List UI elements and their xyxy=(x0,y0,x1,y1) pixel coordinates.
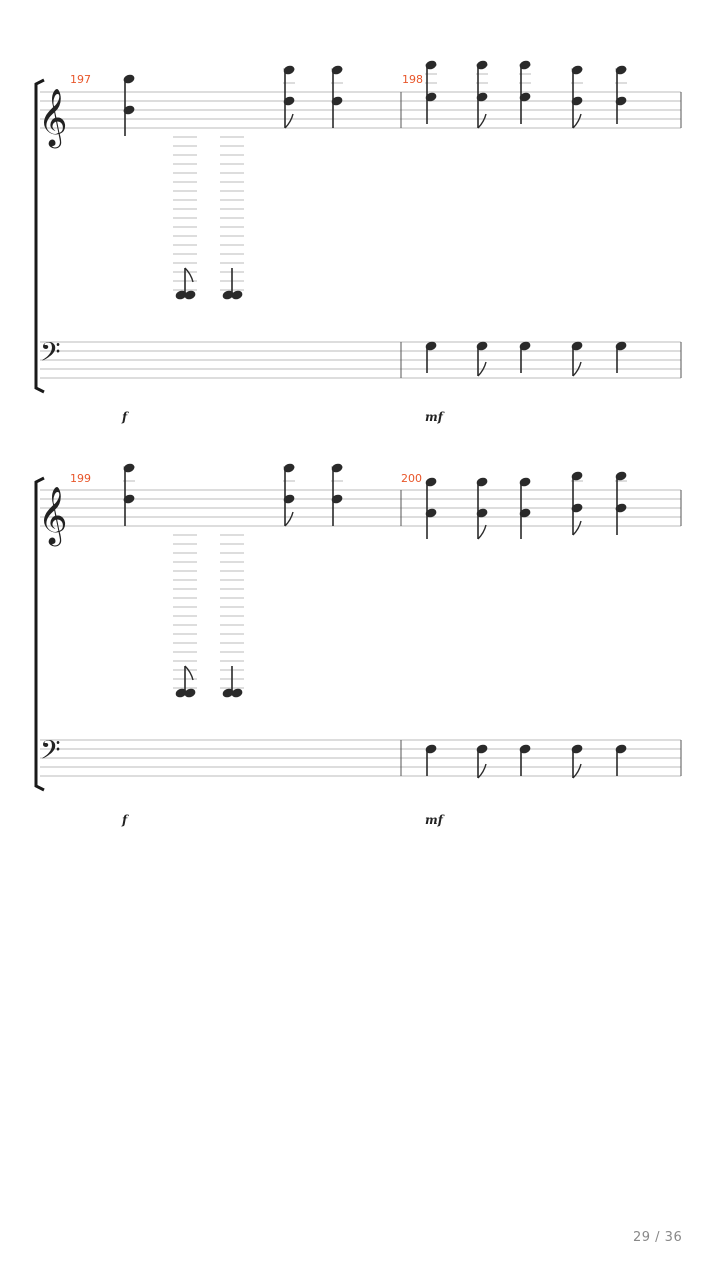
treble-staff xyxy=(40,92,681,128)
dynamic-marking: mf xyxy=(425,410,443,424)
bass-note xyxy=(519,744,531,776)
low-chord xyxy=(222,666,243,698)
bass-clef-icon: 𝄢 xyxy=(40,734,61,772)
chord xyxy=(615,471,627,535)
chord xyxy=(123,74,135,136)
measure-number: 200 xyxy=(401,472,422,485)
chord xyxy=(615,65,627,124)
measure-number: 199 xyxy=(70,472,91,485)
bass-note xyxy=(615,744,627,776)
bass-note xyxy=(519,341,531,373)
bass-clef-icon: 𝄢 xyxy=(40,336,61,374)
ledger-lines xyxy=(173,137,244,290)
low-chord xyxy=(222,268,243,300)
bass-note xyxy=(615,341,627,373)
ledger-lines xyxy=(173,535,244,688)
bass-note xyxy=(425,341,437,373)
dynamic-marking: f xyxy=(122,813,128,827)
low-chord xyxy=(175,268,196,300)
page-indicator: 29 / 36 xyxy=(633,1230,683,1245)
bass-note xyxy=(425,744,437,776)
bass-note xyxy=(476,341,488,376)
treble-clef-icon: 𝄞 xyxy=(38,486,68,544)
bass-note xyxy=(571,744,583,778)
dynamic-marking: mf xyxy=(425,813,443,827)
treble-clef-icon: 𝄞 xyxy=(38,88,68,146)
system-1 xyxy=(36,60,681,424)
system-2 xyxy=(36,463,681,827)
measure-number: 197 xyxy=(70,73,91,86)
dynamic-marking: f xyxy=(122,410,128,424)
bass-staff xyxy=(40,740,681,776)
treble-staff xyxy=(40,490,681,526)
chord xyxy=(571,471,583,535)
measure-number: 198 xyxy=(402,73,423,86)
chord xyxy=(476,60,488,128)
low-chord xyxy=(175,666,196,698)
bass-note xyxy=(476,744,488,778)
bass-note xyxy=(571,341,583,376)
bass-staff xyxy=(40,342,681,378)
